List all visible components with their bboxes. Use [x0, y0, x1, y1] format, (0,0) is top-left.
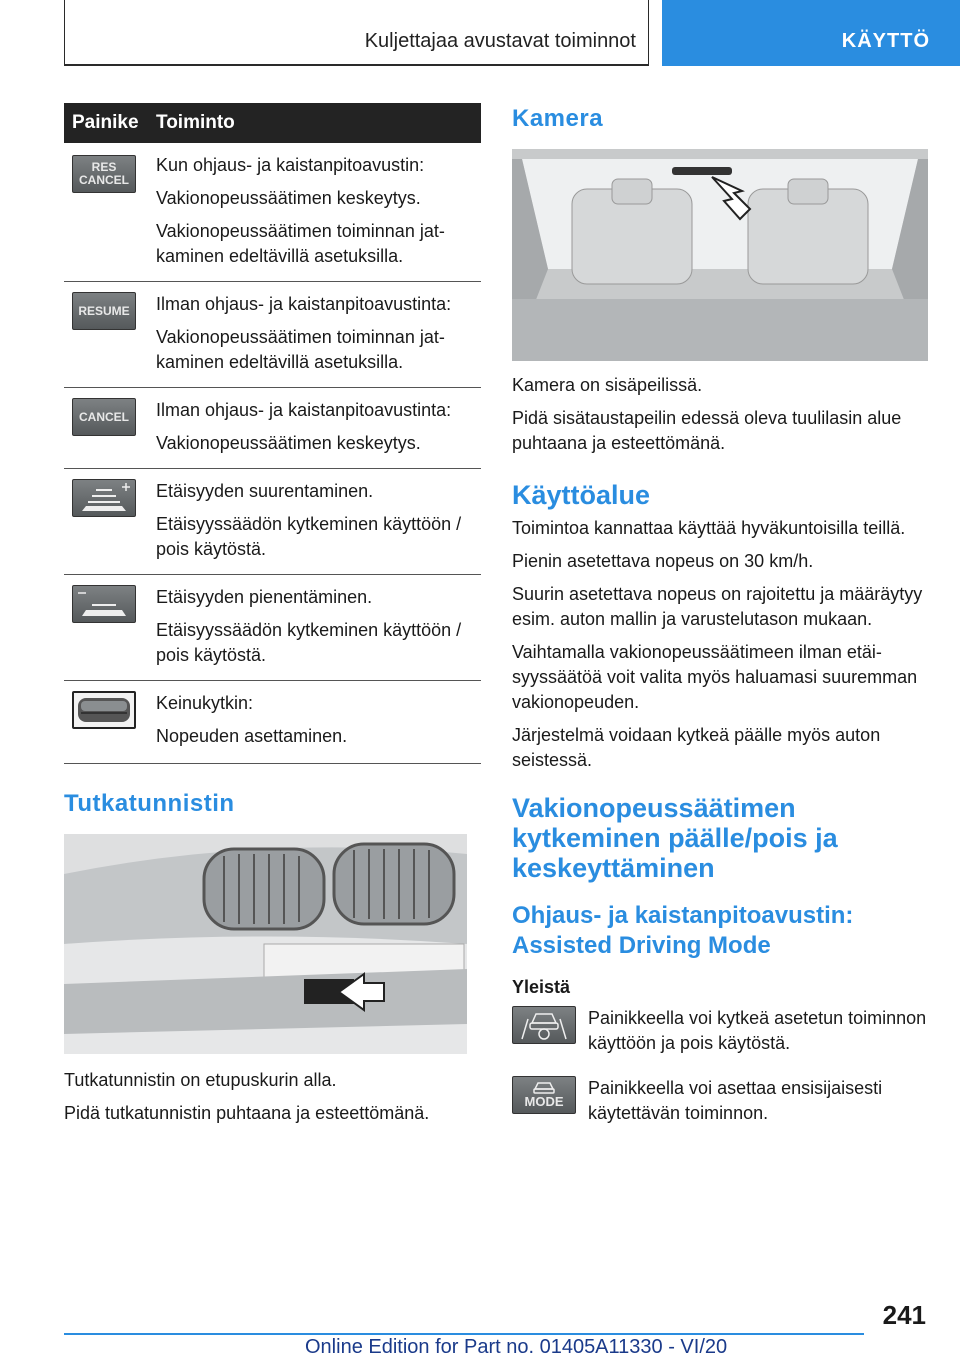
table-row: [64, 388, 481, 469]
general-heading: Yleistä: [512, 977, 571, 997]
row-text-line: Vakionopeussäätimen toiminnan jatkaminen edeltävillä asetuksilla.: [156, 221, 445, 266]
row-text-line: Ilman ohjaus- ja kaistanpitoavustinta:: [156, 294, 452, 314]
usage-title: Käyttöalue: [512, 480, 651, 510]
switching-title: Vakionopeussäätimen kytkeminen päälle/pois ja keskeyttäminen: [512, 793, 838, 883]
row-text-line: Kun ohjaus- ja kaistanpitoavustin:: [156, 155, 425, 175]
table-row: [64, 469, 481, 575]
chapter-title: Kuljettajaa avustavat toiminnot: [364, 30, 636, 52]
mode-row: [512, 1076, 928, 1126]
radar-text: Pidä tutkatunnistin puhtaana ja esteettömänä.: [64, 1103, 430, 1123]
table-header-function: Toiminto: [156, 112, 235, 133]
footer-divider: [64, 1333, 864, 1335]
distance-increase-icon: [72, 479, 136, 517]
radar-sensor-image: [64, 834, 467, 1054]
cancel-button-icon: CANCEL: [72, 398, 136, 436]
table-header: [64, 103, 481, 143]
usage-text: Pienin asetettava nopeus on 30 km/h.: [512, 551, 814, 571]
mode-text: Painikkeella voi asettaa ensisijaisesti käytettävän toiminnon.: [588, 1078, 883, 1123]
res-cancel-button-icon: RES CANCEL: [72, 155, 136, 193]
camera-image: [512, 149, 928, 361]
table-header-button: Painike: [72, 112, 139, 133]
footer-edition: Online Edition for Part no. 01405A11330 - VI/20: [305, 1336, 728, 1358]
camera-text: Kamera on sisäpeilissä.: [512, 375, 703, 395]
mode-button-icon: [512, 1076, 576, 1114]
table-row: [64, 575, 481, 681]
left-column: [64, 103, 481, 1134]
resume-button-icon: RESUME: [72, 292, 136, 330]
rocker-switch-icon: [72, 691, 136, 729]
table-row: [64, 282, 481, 388]
assisted-driving-icon: [512, 1006, 576, 1044]
table-row: [64, 681, 481, 764]
table-row: [64, 143, 481, 282]
row-text-line: Ilman ohjaus- ja kaistanpitoavustinta:: [156, 400, 452, 420]
assist-toggle-text: Painikkeella voi kytkeä asetetun toiminnon käyttöön ja pois käytöstä.: [588, 1008, 927, 1053]
row-text-line: Etäisyyden pienentäminen.: [156, 587, 373, 607]
mode-label: MODE: [524, 1094, 564, 1109]
camera-section-title: Kamera: [512, 105, 604, 132]
row-text-line: Etäisyyssäädön kytkeminen käyttöön / pois käytöstä.: [156, 620, 462, 665]
usage-text: Vaihtamalla vakionopeussäätimeen ilman etäisyyssäätöä voit valita myös haluamasi suuremman vakionopeuden.: [512, 642, 918, 712]
distance-decrease-icon: [72, 585, 136, 623]
header-section-tab: [662, 0, 960, 66]
usage-text: Toimintoa kannattaa käyttää hyväkuntoisilla teillä.: [512, 518, 906, 538]
radar-text: Tutkatunnistin on etupuskurin alla.: [64, 1070, 337, 1090]
row-text-line: Vakionopeussäätimen keskeytys.: [156, 433, 421, 453]
usage-text: Suurin asetettava nopeus on rajoitettu ja määräytyy esim. auton mallin ja varustelutason mukaan.: [512, 584, 923, 629]
row-text-line: Etäisyyssäädön kytkeminen käyttöön / pois käytöstä.: [156, 514, 462, 559]
camera-text: Pidä sisätaustapeilin edessä oleva tuulilasin alue puhtaana ja esteettömänä.: [512, 408, 902, 453]
right-column: [512, 103, 928, 1126]
switching-subtitle: Ohjaus- ja kaistanpitoavustin: Assisted Driving Mode: [512, 902, 854, 959]
section-title: KÄYTTÖ: [841, 30, 930, 52]
row-text-line: Vakionopeussäätimen keskeytys.: [156, 188, 421, 208]
header-title-box: [64, 0, 649, 66]
row-text-line: Etäisyyden suurentaminen.: [156, 481, 374, 501]
usage-text: Järjestelmä voidaan kytkeä päälle myös auton seistessä.: [512, 725, 881, 770]
page-header: [0, 0, 960, 66]
row-text-line: Nopeuden asettaminen.: [156, 726, 348, 746]
page-number: 241: [882, 1300, 926, 1330]
radar-section-title: Tutkatunnistin: [64, 790, 235, 817]
assist-toggle-row: [512, 1006, 928, 1056]
row-text-line: Keinukytkin:: [156, 693, 254, 713]
row-text-line: Vakionopeussäätimen toiminnan jatkaminen edeltävillä asetuksilla.: [156, 327, 445, 372]
